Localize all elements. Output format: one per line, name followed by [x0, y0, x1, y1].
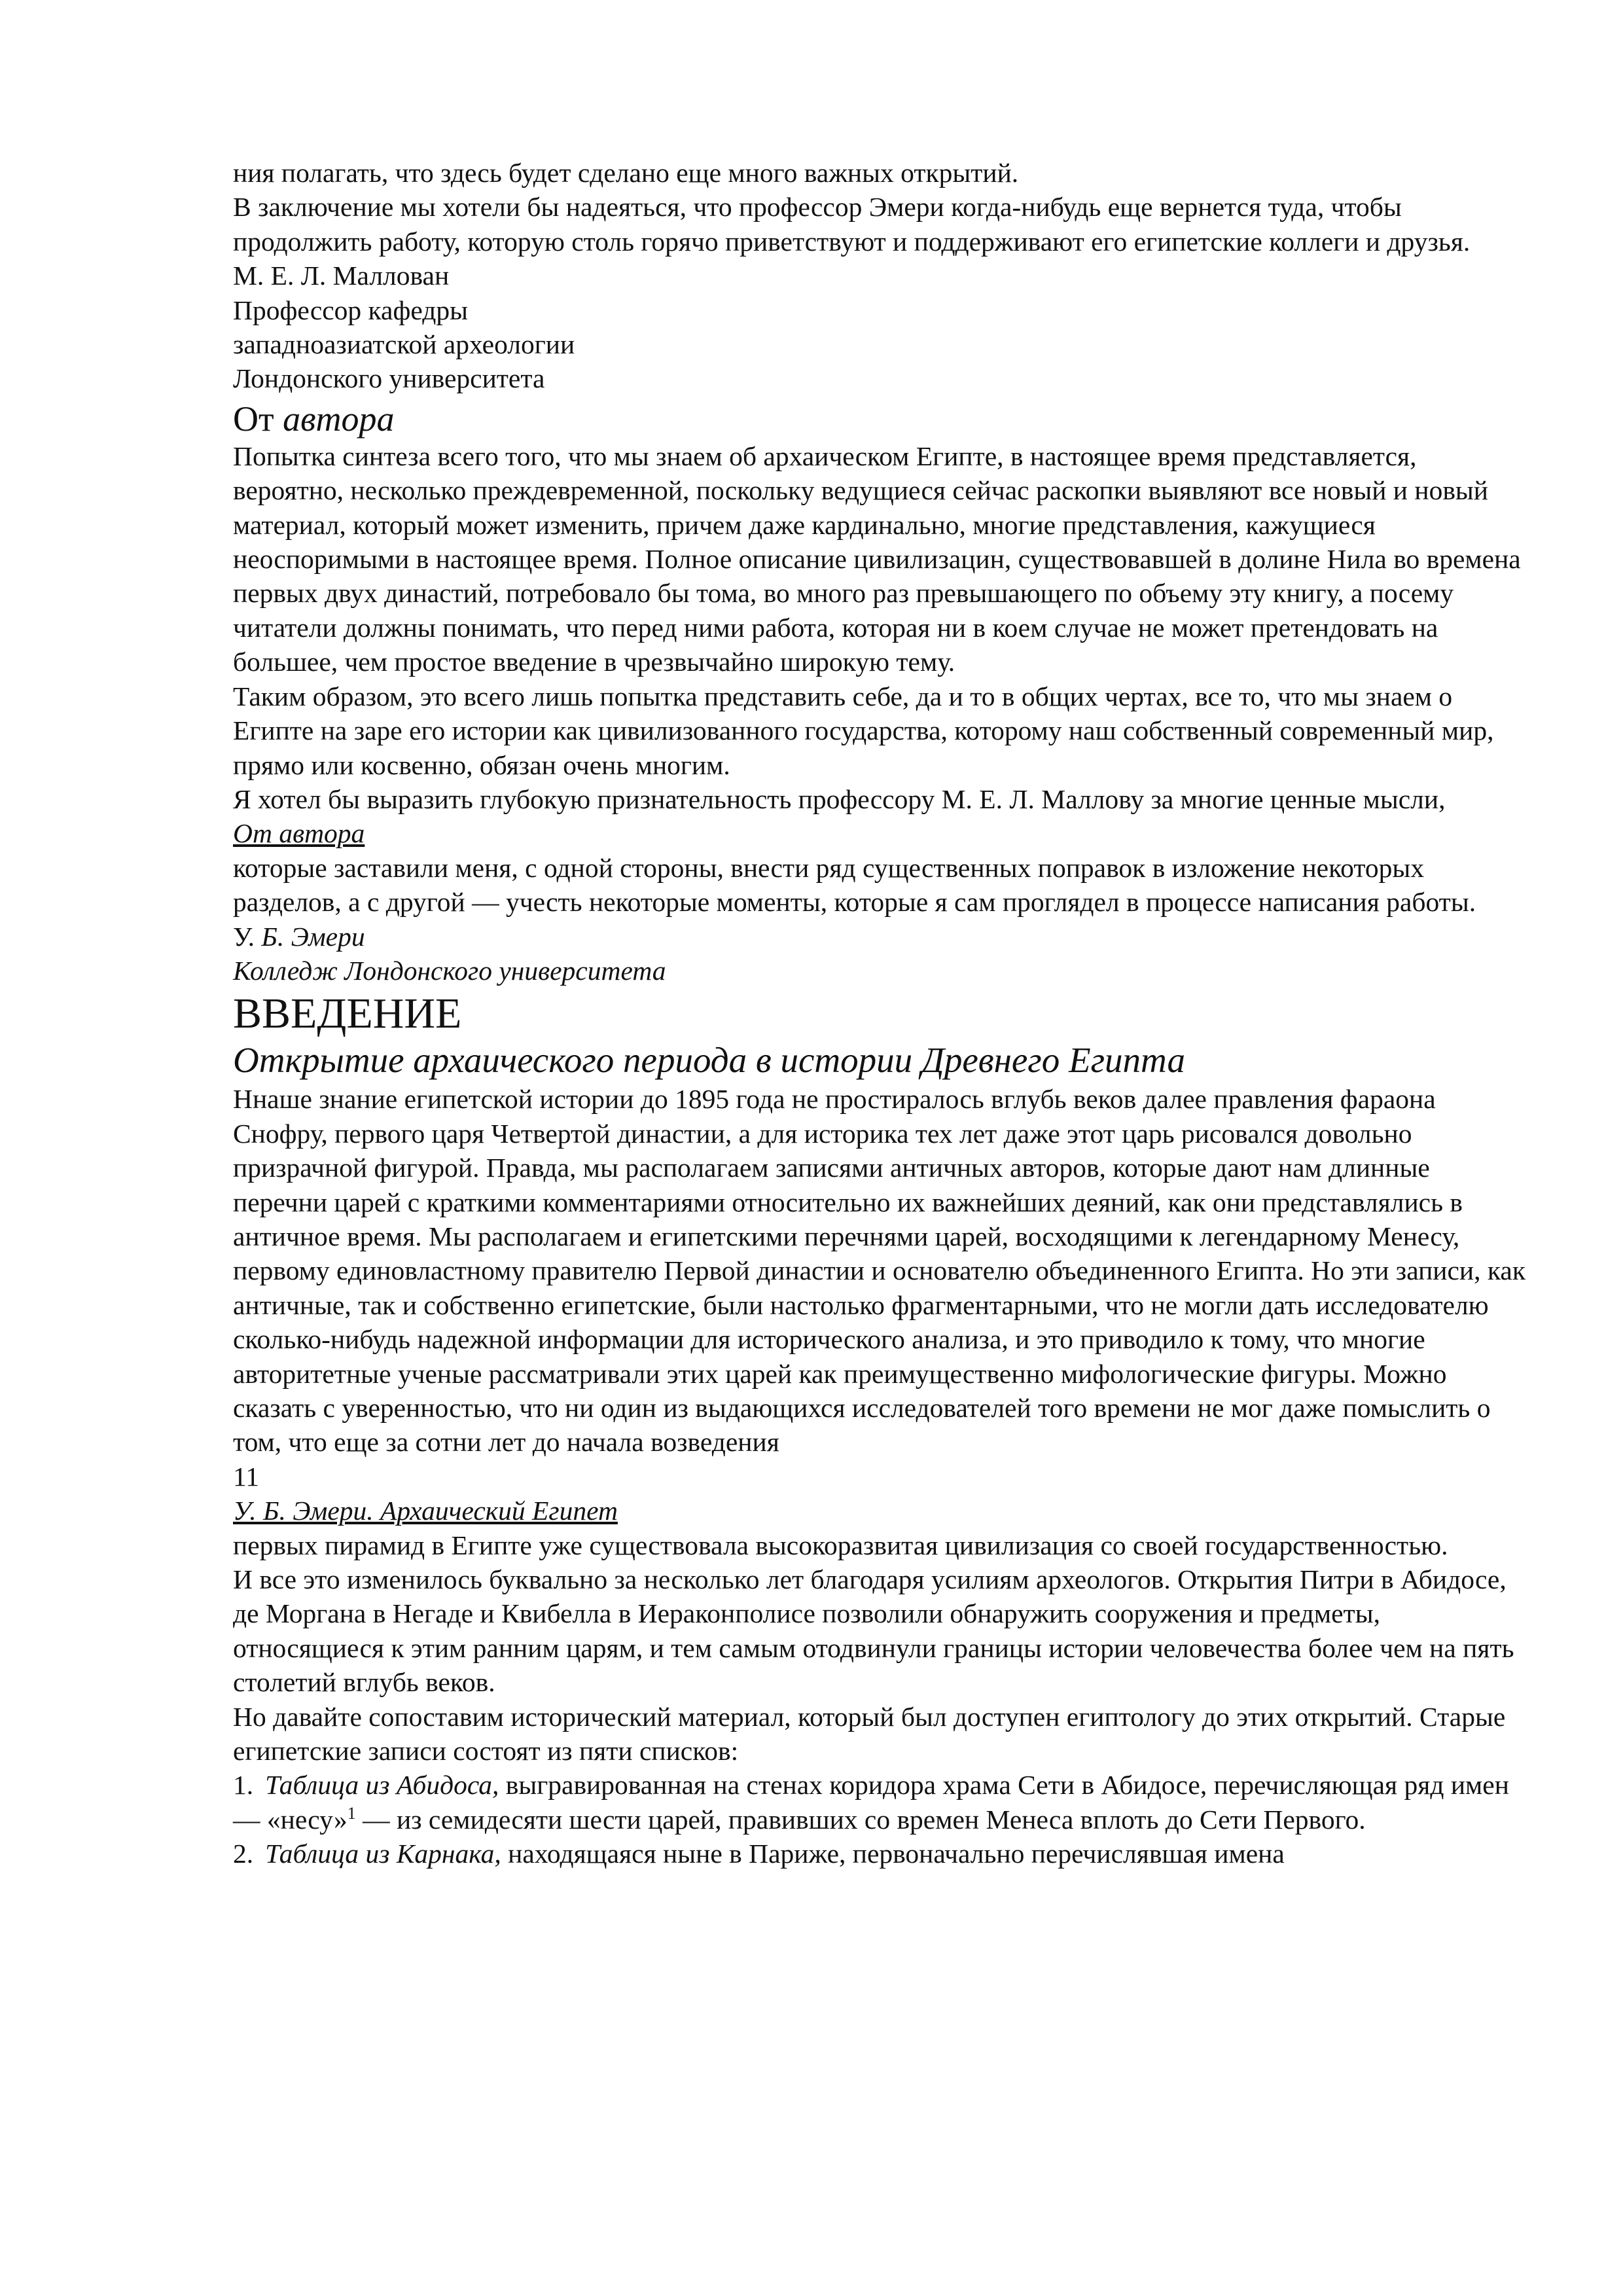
paragraph: ния полагать, что здесь будет сделано еще много важных открытий. — [233, 158, 1019, 188]
author-signature — [233, 920, 1529, 954]
list-item — [233, 1837, 1529, 1871]
paragraph: которые заставили меня, с одной стороны, внести ряд существенных поправок в изложение некоторых разделов, а с другой — учесть некоторые моменты, которые я сам проглядел в процессе написания работы. — [233, 852, 1476, 918]
paragraph: Ннаше знание египетской истории до 1895 года не простиралось вглубь веков далее правления фараона Снофру, первого царя Четвертой династии, а для историка тех лет даже этот царь рисовался довольно призрачной фигурой. Правда, мы располагаем записями античных авторов, которые дают нам длинные перечни царей с краткими комментариями относительно их важнейших деяний, как они представлялись в античное время. Мы располагаем и египетскими перечнями царей, восходящими к легендарному Менесу, первому единовластному правителю Первой династии и основателю объединенного Египта. Но эти записи, как античные, так и собственно египетские, были настолько фрагментарными, что не могли дать исследователю сколько-нибудь надежной информации для исторического анализа, и это приводило к тому, что многие авторитетные ученые рассматривали этих царей как преимущественно мифологические фигуры. Можно сказать с уверенностью, что ни один из выдающихся исследователей того времени не мог даже помыслить о том, что еще за сотни лет до начала возведения — [233, 1084, 1525, 1458]
paragraph: В заключение мы хотели бы надеяться, что профессор Эмери когда-нибудь еще вернется туда, чтобы продолжить работу, которую столь горячо приветствуют и поддерживают его египетские коллеги и друзья. — [233, 192, 1471, 257]
signature-line: М. Е. Л. Маллован — [233, 260, 450, 291]
footnote-marker[interactable]: 1 — [347, 1804, 356, 1823]
paragraph: первых пирамид в Египте уже существовала высокоразвитая цивилизация со своей государственностью. — [233, 1530, 1448, 1560]
paragraph: Я хотел бы выразить глубокую признательность профессору М. Е. Л. Маллову за многие ценные мысли, — [233, 783, 1446, 814]
section-heading-author — [233, 399, 1529, 439]
list-number: 2. — [233, 1839, 254, 1869]
paragraph: Но давайте сопоставим исторический материал, который был доступен египтологу до этих открытий. Старые египетские записи состоят из пяти списков: — [233, 1701, 1506, 1767]
list-text: выгравированная на стенах коридора храма Сети в Абидосе, перечисляющая ряд имен — «несу» — [233, 1770, 1509, 1835]
running-header: От автора — [233, 818, 365, 849]
document-page — [233, 156, 1529, 1871]
heading-italic: автора — [283, 399, 395, 439]
signature-line: Профессор кафедры — [233, 295, 468, 325]
signature-line: Лондонского университета — [233, 363, 545, 394]
author-affiliation: Колледж Лондонского университета — [233, 955, 666, 986]
signature-name: Б. Эмери — [261, 921, 365, 952]
chapter-subheading: Открытие архаического периода в истории Древнего Египта — [233, 1040, 1185, 1081]
list-item — [233, 1768, 1529, 1837]
list-number: 1. — [233, 1770, 254, 1801]
paragraph: Таким образом, это всего лишь попытка представить себе, да и то в общих чертах, все то, что мы знаем о Египте на заре его истории как цивилизованного государства, которому наш собственный современный мир, прямо или косвенно, обязан очень многим. — [233, 681, 1494, 780]
list-text: — из семидесяти шести царей, правивших со времен Менеса вплоть до Сети Первого. — [355, 1804, 1366, 1835]
signature-line: западноазиатской археологии — [233, 329, 575, 360]
page-number: 11 — [233, 1461, 259, 1492]
list-title: Таблица из Абидоса, — [265, 1770, 499, 1801]
list-title: Таблица из Карнака, — [265, 1839, 501, 1869]
list-text: находящаяся ныне в Париже, первоначально перечислявшая имена — [501, 1839, 1285, 1869]
signature-initial: У. — [233, 921, 262, 952]
chapter-heading: ВВЕДЕНИЕ — [233, 990, 462, 1038]
heading-plain: От — [233, 399, 283, 439]
running-header: У. Б. Эмери. Архаический Египет — [233, 1496, 618, 1526]
paragraph: И все это изменилось буквально за несколько лет благодаря усилиям археологов. Открытия Питри в Абидосе, де Моргана в Негаде и Квибелла в Иераконполисе позволили обнаружить сооружения и предметы, относящиеся к этим ранним царям, и тем самым отодвинули границы истории человечества более чем на пять столетий вглубь веков. — [233, 1564, 1514, 1698]
paragraph: Попытка синтеза всего того, что мы знаем об архаическом Египте, в настоящее время представляется, вероятно, несколько преждевременной, поскольку ведущиеся сейчас раскопки выявляют все новый и новый материал, который может изменить, причем даже кардинально, многие представления, кажущиеся неоспоримыми в настоящее время. Полное описание цивилизацин, существовавшей в долине Нила во времена первых двух династий, потребовало бы тома, во много раз превышающего по объему эту книгу, а посему читатели должны понимать, что перед ними работа, которая ни в коем случае не может претендовать на большее, чем простое введение в чрезвычайно широкую тему. — [233, 440, 1521, 677]
